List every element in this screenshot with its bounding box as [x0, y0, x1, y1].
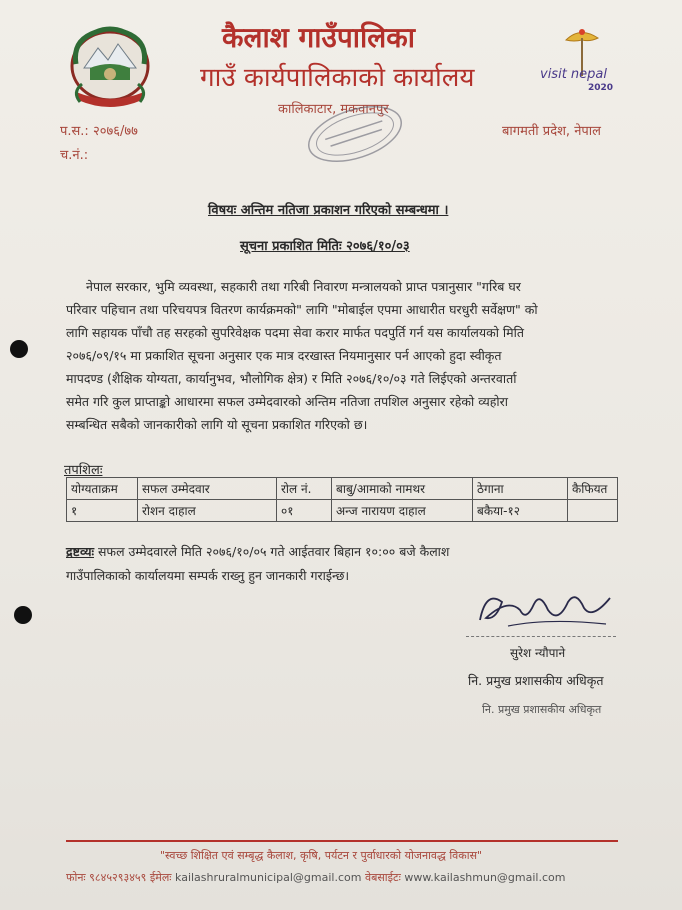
punch-hole: [14, 606, 32, 624]
table-header-row: [67, 478, 618, 500]
body-line: परिवार पहिचान तथा परिचयपत्र वितरण कार्यक्रमको" लागि "मोबाईल एपमा आधारीत घरधुरी सर्वेक्षण" को: [66, 302, 538, 317]
header-address: ठेगाना: [473, 478, 568, 500]
note-label: द्रष्टव्यः: [66, 544, 94, 559]
cell-candidate: रोशन दाहाल: [138, 500, 277, 522]
publication-date: सूचना प्रकाशित मितिः २०७६/१०/०३: [240, 239, 410, 254]
body-line: सम्बन्धित सबैको जानकारीको लागि यो सूचना प्रकाशित गरिएको छ।: [66, 417, 368, 432]
header-candidate: सफल उम्मेदवार: [138, 478, 277, 500]
body-line: मापदण्ड (शैक्षिक योग्यता, कार्यानुभव, भौलोगिक क्षेत्र) र मिति २०७६/१०/०३ गते लिईएको अन्तरवार्ता: [66, 371, 517, 386]
dispatch-number: च.नं.:: [60, 148, 89, 163]
cell-remarks: [568, 500, 618, 522]
footer-email-label: ईमेलः: [149, 871, 172, 884]
header-parent: बाबु/आमाको नामथर: [332, 478, 473, 500]
punch-hole: [10, 340, 28, 358]
header-rank: योग्यताक्रम: [67, 478, 138, 500]
footer-email: kailashruralmunicipal@gmail.com: [175, 871, 362, 884]
header-remarks: कैफियत: [568, 478, 618, 500]
note-line2: गाउँपालिकाको कार्यालयमा सम्पर्क राख्नु हुन जानकारी गराईन्छ।: [66, 568, 350, 583]
designation-stamp: नि. प्रमुख प्रशासकीय अधिकृत: [482, 703, 602, 716]
visit-nepal-logo-icon: [536, 24, 632, 108]
office-title: कैलाश गाउँपालिका: [222, 21, 416, 54]
reference-number: प.स.: २०७६/७७: [60, 124, 138, 139]
visit-nepal-text: visit nepal: [540, 67, 607, 82]
footer-phone: फोनः ९८४५२९३४५९: [66, 871, 147, 884]
signature-line: [466, 636, 616, 637]
footer-website: www.kailashmun@gmail.com: [404, 871, 566, 884]
body-line: नेपाल सरकार, भुमि व्यवस्था, सहकारी तथा गरिबी निवारण मन्त्रालयको प्राप्त पत्रानुसार "गरिब घर: [86, 279, 521, 294]
table-row: [67, 500, 618, 522]
notice-body: [66, 275, 618, 436]
cell-parent: अन्ज नारायण दाहाल: [332, 500, 473, 522]
office-subtitle: गाउँ कार्यपालिकाको कार्यालय: [200, 63, 475, 93]
body-line: लागि सहायक पाँचौ तह सरहको सुपरिवेक्षक पदमा सेवा करार मार्फत पदपुर्ति गर्न यस कार्यालयको मिति: [66, 325, 524, 340]
cell-rank: १: [67, 500, 138, 522]
nepal-emblem-icon: [62, 22, 158, 114]
footer-contact: [66, 870, 565, 885]
details-label: तपशिलः: [64, 463, 103, 478]
office-stamp-icon: [300, 100, 410, 168]
office-address: कालिकाटार, मकवानपुर: [278, 102, 389, 117]
header-roll: रोल नं.: [277, 478, 332, 500]
body-line: २०७६/०९/१५ मा प्रकाशित सूचना अनुसार एक मात्र दरखास्त नियमानुसार पर्न आएको हुदा स्वीकृत: [66, 348, 502, 363]
signatory-name: सुरेश न्यौपाने: [510, 646, 566, 660]
cell-address: बकैया-१२: [473, 500, 568, 522]
footer-website-label: वेबसाईटः: [364, 871, 401, 884]
province-name: बागमती प्रदेश, नेपाल: [502, 124, 601, 139]
note-line1: सफल उम्मेदवारले मिति २०७६/१०/०५ गते आईतवार बिहान १०:०० बजे कैलाश: [97, 544, 450, 559]
results-table: [66, 477, 618, 522]
cell-roll: ०१: [277, 500, 332, 522]
signatory-designation: नि. प्रमुख प्रशासकीय अधिकृत: [468, 673, 604, 688]
body-line: समेत गरि कुल प्राप्ताङ्को आधारमा सफल उम्मेदवारको अन्तिम नतिजा तपशिल अनुसार रहेको व्यहोरा: [66, 394, 508, 409]
notice-subject: विषयः अन्तिम नतिजा प्रकाशन गरिएको सम्बन्धमा ।: [208, 203, 449, 218]
footer-slogan: "स्वच्छ शिक्षित एवं सम्बृद्ध कैलाश, कृषि, पर्यटन र पुर्वाधारको योजनावद्ध विकास": [160, 849, 483, 862]
visit-nepal-year: 2020: [588, 83, 614, 93]
footer-divider: [66, 840, 618, 842]
signature-icon: [468, 580, 618, 640]
